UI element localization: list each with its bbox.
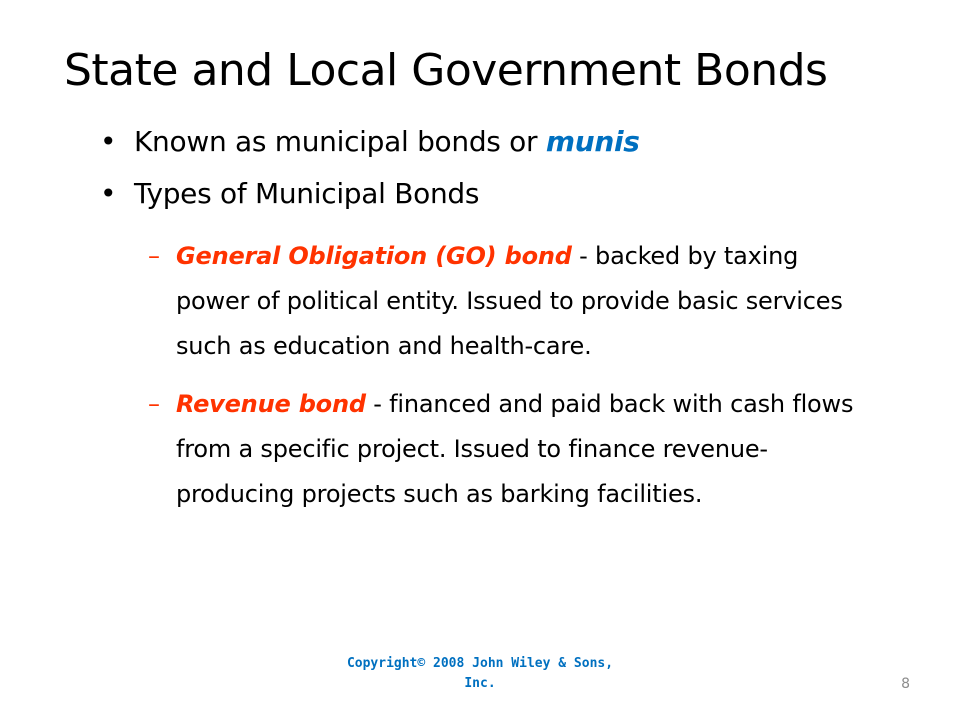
bullet-list xyxy=(100,116,880,220)
sub-bullet-list xyxy=(148,234,868,530)
go-bond-term: General Obligation (GO) bond xyxy=(176,242,572,270)
sub-bullet-go-bond xyxy=(148,234,868,369)
bullet-item-types xyxy=(100,168,880,220)
bullet-marker: • xyxy=(100,125,117,158)
bullet-text: Known as municipal bonds or xyxy=(134,125,546,158)
bullet-marker: • xyxy=(100,177,117,210)
munis-emphasis: munis xyxy=(545,125,640,158)
revenue-bond-term: Revenue bond xyxy=(176,390,366,418)
copyright-footer: Copyright© 2008 John Wiley & Sons, Inc. xyxy=(346,656,614,691)
go-bond-description: - backed by taxing power of political entity. Issued to provide basic services such as education and health-care. xyxy=(176,242,843,360)
revenue-bond-description: - financed and paid back with cash flows from a specific project. Issued to finance revenue-producing projects such as barking facilities. xyxy=(176,390,854,508)
slide-title: State and Local Government Bonds xyxy=(64,45,828,96)
page-number: 8 xyxy=(901,676,910,692)
sub-bullet-marker: – xyxy=(148,242,160,270)
bullet-item-munis xyxy=(100,116,880,168)
sub-bullet-marker: – xyxy=(148,390,160,418)
bullet-text: Types of Municipal Bonds xyxy=(134,177,480,210)
sub-bullet-revenue-bond xyxy=(148,382,868,517)
